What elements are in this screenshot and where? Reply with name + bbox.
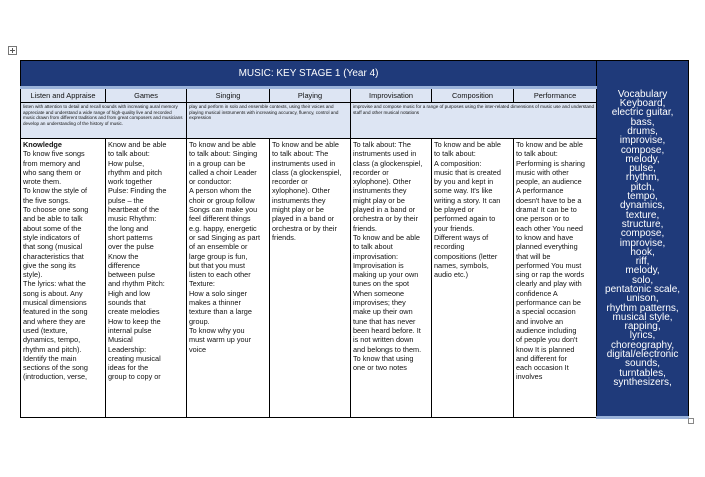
text-line: featured in the song <box>23 307 88 317</box>
text-line: orchestra or by their <box>272 223 337 233</box>
text-line: and different for <box>516 353 567 363</box>
text-line: involves <box>516 372 543 382</box>
text-line: solo, <box>632 274 654 286</box>
composition-text <box>434 140 511 279</box>
text-line: characteristics that <box>23 251 84 261</box>
header-games: Games <box>106 88 187 103</box>
text-line: Musical <box>108 335 133 345</box>
text-line: style indicators of <box>23 232 80 242</box>
text-line: writing a story. It can <box>434 195 501 205</box>
text-line: synthesizers, <box>613 376 672 388</box>
text-line: Know and be able <box>108 140 167 149</box>
listen-text <box>23 149 103 381</box>
text-line: doesn't have to be a <box>516 195 582 205</box>
text-line: instruments used in <box>353 149 417 159</box>
text-line: sounds that <box>108 298 146 308</box>
text-line: to know and have <box>516 232 574 242</box>
text-line: creating musical <box>108 353 161 363</box>
composition-cell <box>432 139 514 418</box>
text-line: might play or be <box>272 205 324 215</box>
text-line: that will be <box>516 251 551 261</box>
text-line: listen to each other <box>189 270 251 280</box>
text-line: pentatonic scale, <box>605 283 681 295</box>
text-line: of an ensemble or <box>189 242 248 252</box>
text-line: rhythm and pitch <box>108 167 162 177</box>
text-line: dynamics, <box>620 200 666 212</box>
text-line: compose, <box>620 228 665 240</box>
text-line: improvise, <box>619 237 666 249</box>
text-line: song is about. Any <box>23 288 83 298</box>
description-row <box>21 103 689 139</box>
games-cell <box>106 139 187 418</box>
text-line: be played or <box>434 205 475 215</box>
text-line: voice <box>189 344 207 354</box>
text-line: structure, <box>621 218 664 230</box>
text-line: rapping, <box>624 321 661 333</box>
header-improvisation: Improvisation <box>351 88 432 103</box>
text-line: some way. It's like <box>434 186 493 196</box>
vocabulary-cell <box>597 61 689 418</box>
games-text <box>108 140 184 382</box>
text-line: pulse – the <box>108 195 144 205</box>
table-resize-handle-icon[interactable] <box>688 418 694 424</box>
text-line: Songs can make you <box>189 205 258 215</box>
description-listen-games: listen with attention to detail and recall sounds with increasing aural memory appreciate and understand a wide range of high-quality live and recorded music drawn from different traditions and from great composers and musicians develop an understanding of the history of music. <box>21 103 187 139</box>
text-line: performed You must <box>516 260 582 270</box>
text-line: and be able to talk <box>23 214 83 224</box>
text-line: Know the <box>108 251 139 261</box>
text-line: over the pulse <box>108 242 154 252</box>
text-line: ideas for the <box>108 363 149 373</box>
text-line: choir or group follow <box>189 195 255 205</box>
text-line: Identify the main <box>23 353 77 363</box>
text-line: making up your own <box>353 270 419 280</box>
text-line: from memory and <box>23 158 81 168</box>
table-move-handle-icon[interactable] <box>8 46 17 55</box>
text-line: Pulse: Finding the <box>108 186 167 196</box>
text-line: music Rhythm: <box>108 214 157 224</box>
description-improvisation-composition-performance: improvise and compose music for a range of purposes using the inter-related dimensions of music use and understand staff and other musical notations <box>351 103 597 139</box>
text-line: instruments used in <box>272 158 336 168</box>
header-performance: Performance <box>514 88 597 103</box>
text-line: musical style, <box>612 311 673 323</box>
music-curriculum-table <box>20 60 689 419</box>
text-line: make up their own <box>353 307 413 317</box>
text-line: tempo, <box>627 191 658 203</box>
text-line: to talk about: The <box>272 149 329 159</box>
text-line: is not written down <box>353 335 414 345</box>
header-playing: Playing <box>270 88 351 103</box>
text-line: sounds, <box>625 358 661 370</box>
text-line: class (a glockenspiel, <box>272 167 342 177</box>
text-line: Performing is sharing <box>516 158 585 168</box>
text-line: planned everything <box>516 242 578 252</box>
text-line: to talk about: <box>108 149 150 159</box>
text-line: The lyrics: what the <box>23 279 86 289</box>
text-line: group. <box>189 316 210 326</box>
text-line: instruments they <box>353 186 407 196</box>
text-line: instruments they <box>272 195 326 205</box>
text-line: one person or to <box>516 214 570 224</box>
text-line: Different ways of <box>434 232 489 242</box>
text-line: friends. <box>353 223 377 233</box>
text-line: must warm up your <box>189 335 252 345</box>
text-line: audio etc.) <box>434 270 469 280</box>
text-line: but that you must <box>189 260 245 270</box>
text-line: compose, <box>620 144 665 156</box>
text-line: each other You need <box>516 223 583 233</box>
text-line: recorder or <box>272 177 308 187</box>
text-line: To know and be able <box>353 232 420 242</box>
text-line: rhythm and pitch). <box>23 344 82 354</box>
text-line: played in a band or <box>353 205 416 215</box>
text-line: music that is created <box>434 167 501 177</box>
singing-cell <box>187 139 270 418</box>
text-line: Texture: <box>189 279 215 289</box>
text-line: performance can be <box>516 298 581 308</box>
text-line: create melodies <box>108 307 160 317</box>
text-line: Leadership: <box>108 344 147 354</box>
text-line: and where they are <box>23 316 86 326</box>
text-line: turntables, <box>619 367 666 379</box>
text-line: pitch, <box>630 181 655 193</box>
performance-text <box>516 140 594 382</box>
text-line: used (texture, <box>23 325 68 335</box>
text-line: people, an audience <box>516 177 582 187</box>
text-line: e.g. happy, energetic <box>189 223 257 233</box>
text-line: xylophone). Other <box>353 177 412 187</box>
content-row <box>21 139 689 418</box>
text-line: pulse, <box>629 163 656 175</box>
text-line: in a group can be <box>189 158 246 168</box>
text-line: orchestra or by their <box>353 214 418 224</box>
text-line: To know the style of <box>23 186 88 196</box>
text-line: clearly and play with <box>516 279 582 289</box>
text-line: melody, <box>625 153 660 165</box>
text-line: give the song its <box>23 260 76 270</box>
text-line: tunes on the spot <box>353 279 409 289</box>
text-line: about some of the <box>23 223 82 233</box>
text-line: improvise, <box>619 135 666 147</box>
playing-cell <box>270 139 351 418</box>
text-line: recording <box>434 242 465 252</box>
performance-cell <box>514 139 597 418</box>
text-line: lyrics, <box>629 330 656 342</box>
text-line: Keyboard, <box>619 98 666 110</box>
text-line: internal pulse <box>108 325 152 335</box>
text-line: that song (musical <box>23 242 83 252</box>
text-line: A performance <box>516 186 564 196</box>
text-line: your friends. <box>434 223 475 233</box>
text-line: To choose one song <box>23 205 89 215</box>
playing-text <box>272 140 348 242</box>
text-line: work together <box>108 177 153 187</box>
text-line: hook, <box>630 246 655 258</box>
text-line: a special occasion <box>516 307 576 317</box>
text-line: to talk about: Singing <box>189 149 258 159</box>
text-line: style). <box>23 270 43 280</box>
singing-text <box>189 140 267 354</box>
text-line: digital/electronic <box>606 349 679 361</box>
text-line: the long and <box>108 223 149 233</box>
text-line: audience including <box>516 325 577 335</box>
text-line: To talk about: The <box>353 140 411 149</box>
header-singing: Singing <box>187 88 270 103</box>
text-line: choreography, <box>610 339 675 351</box>
text-line: heartbeat of the <box>108 205 160 215</box>
text-line: To know that using <box>353 353 414 363</box>
text-line: To know and be able <box>516 140 583 149</box>
vocabulary-title: Vocabulary <box>617 88 668 100</box>
text-line: wrote them. <box>23 177 62 187</box>
text-line: between pulse <box>108 270 156 280</box>
improvisation-text <box>353 140 429 372</box>
text-line: of people you don't <box>516 335 578 345</box>
text-line: performed again to <box>434 214 496 224</box>
text-line: To know and be able <box>189 140 256 149</box>
text-line: group to copy or <box>108 372 161 382</box>
title-row <box>21 61 689 88</box>
text-line: and involve an <box>516 316 564 326</box>
header-composition: Composition <box>432 88 514 103</box>
text-line: To know five songs <box>23 149 85 159</box>
text-line: tune that has never <box>353 316 416 326</box>
text-line: who sang them or <box>23 167 82 177</box>
text-line: played in a band or <box>272 214 335 224</box>
text-line: to talk about: <box>516 149 558 159</box>
text-line: the five songs. <box>23 195 71 205</box>
text-line: How pulse, <box>108 158 145 168</box>
text-line: each occasion It <box>516 363 569 373</box>
text-line: friends. <box>272 232 296 242</box>
header-listen-and-appraise: Listen and Appraise <box>21 88 106 103</box>
text-line: and belongs to them. <box>353 344 422 354</box>
vocabulary-list <box>599 99 686 387</box>
text-line: sing or rap the words <box>516 270 585 280</box>
text-line: unison, <box>626 293 659 305</box>
text-line: rhythm patterns, <box>606 302 679 314</box>
text-line: large group is fun, <box>189 251 248 261</box>
text-line: A composition: <box>434 158 482 168</box>
text-line: improvises; they <box>353 298 406 308</box>
text-line: dynamics, tempo, <box>23 335 81 345</box>
text-line: To know and be able <box>272 140 339 149</box>
text-line: texture, <box>625 209 660 221</box>
text-line: High and low <box>108 288 151 298</box>
text-line: class (a glockenspiel, <box>353 158 423 168</box>
text-line: To know and be able <box>434 140 501 149</box>
text-line: names, symbols, <box>434 260 489 270</box>
text-line: rhythm, <box>625 172 660 184</box>
text-line: or conductor: <box>189 177 232 187</box>
text-line: difference <box>108 260 140 270</box>
header-row <box>21 88 689 103</box>
text-line: or sad Singing as part <box>189 232 260 242</box>
text-line: texture than a large <box>189 307 252 317</box>
text-line: xylophone). Other <box>272 186 331 196</box>
text-line: musical dimensions <box>23 298 87 308</box>
text-line: know It is planned <box>516 344 575 354</box>
text-line: called a choir Leader <box>189 167 257 177</box>
text-line: confidence A <box>516 288 558 298</box>
text-line: Improvisation is <box>353 260 404 270</box>
text-line: to talk about <box>353 242 393 252</box>
text-line: When someone <box>353 288 405 298</box>
text-line: short patterns <box>108 232 153 242</box>
text-line: (introduction, verse, <box>23 372 88 382</box>
text-line: recorder or <box>353 167 389 177</box>
text-line: To know why you <box>189 325 245 335</box>
text-line: and rhythm Pitch: <box>108 279 165 289</box>
text-line: sections of the song <box>23 363 88 373</box>
text-line: music with other <box>516 167 569 177</box>
text-line: been heard before. It <box>353 325 421 335</box>
text-line: riff, <box>635 256 650 268</box>
text-line: A person whom the <box>189 186 252 196</box>
text-line: drums, <box>627 125 658 137</box>
text-line: electric guitar, <box>611 107 674 119</box>
table-title: MUSIC: KEY STAGE 1 (Year 4) <box>21 61 597 88</box>
text-line: drama! It can be to <box>516 205 577 215</box>
text-line: melody, <box>625 265 660 277</box>
text-line: by you and kept in <box>434 177 494 187</box>
text-line: might play or be <box>353 195 405 205</box>
text-line: feel different things <box>189 214 251 224</box>
text-line: compositions (letter <box>434 251 498 261</box>
text-line: How to keep the <box>108 316 161 326</box>
text-line: to talk about: <box>434 149 476 159</box>
text-line: one or two notes <box>353 363 407 373</box>
text-line: bass, <box>630 116 655 128</box>
knowledge-heading: Knowledge <box>23 140 62 149</box>
text-line: makes a thinner <box>189 298 241 308</box>
text-line: improvisation: <box>353 251 399 261</box>
improvisation-cell <box>351 139 432 418</box>
listen-cell <box>21 139 106 418</box>
text-line: How a solo singer <box>189 288 247 298</box>
description-singing-playing: play and perform in solo and ensemble contexts, using their voices and playing musical instruments with increasing accuracy, fluency, control and expression <box>187 103 351 139</box>
